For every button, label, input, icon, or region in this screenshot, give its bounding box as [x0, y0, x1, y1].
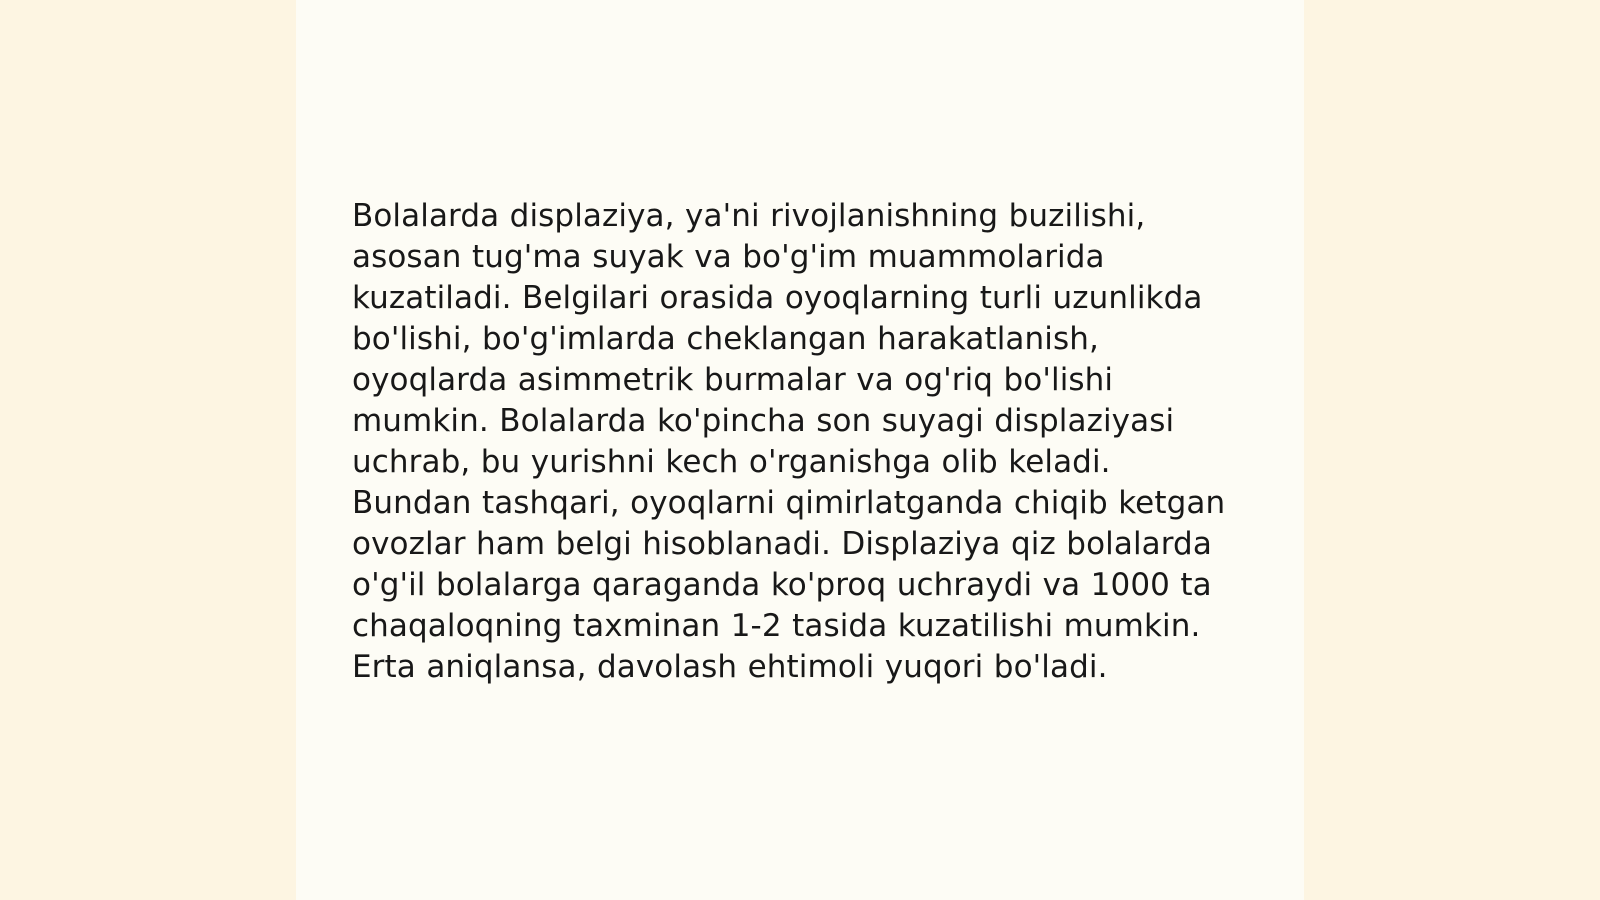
body-paragraph: Bolalarda displaziya, ya'ni rivojlanishning buzilishi, asosan tug'ma suyak va bo'g'im muammolarida kuzatiladi. Belgilari orasida oyoqlarning turli uzunlikda bo'lishi, bo'g'imlarda cheklangan harakatlanish, oyoqlarda asimmetrik burmalar va og'riq bo'lishi mumkin. Bolalarda ko'pincha son suyagi displaziyasi uchrab, bu yurishni kech o'rganishga olib keladi. Bundan tashqari, oyoqlarni qimirlatganda chiqib ketgan ovozlar ham belgi hisoblanadi. Displaziya qiz bolalarda o'g'il bolalarga qaraganda ko'proq uchraydi va 1000 ta chaqaloqning taxminan 1-2 tasida kuzatilishi mumkin. Erta aniqlansa, davolash ehtimoli yuqori bo'ladi. — [352, 198, 1226, 685]
text-block — [352, 196, 1232, 688]
right-margin-strip — [1304, 0, 1600, 900]
content-sheet — [296, 0, 1304, 900]
left-margin-strip — [0, 0, 296, 900]
